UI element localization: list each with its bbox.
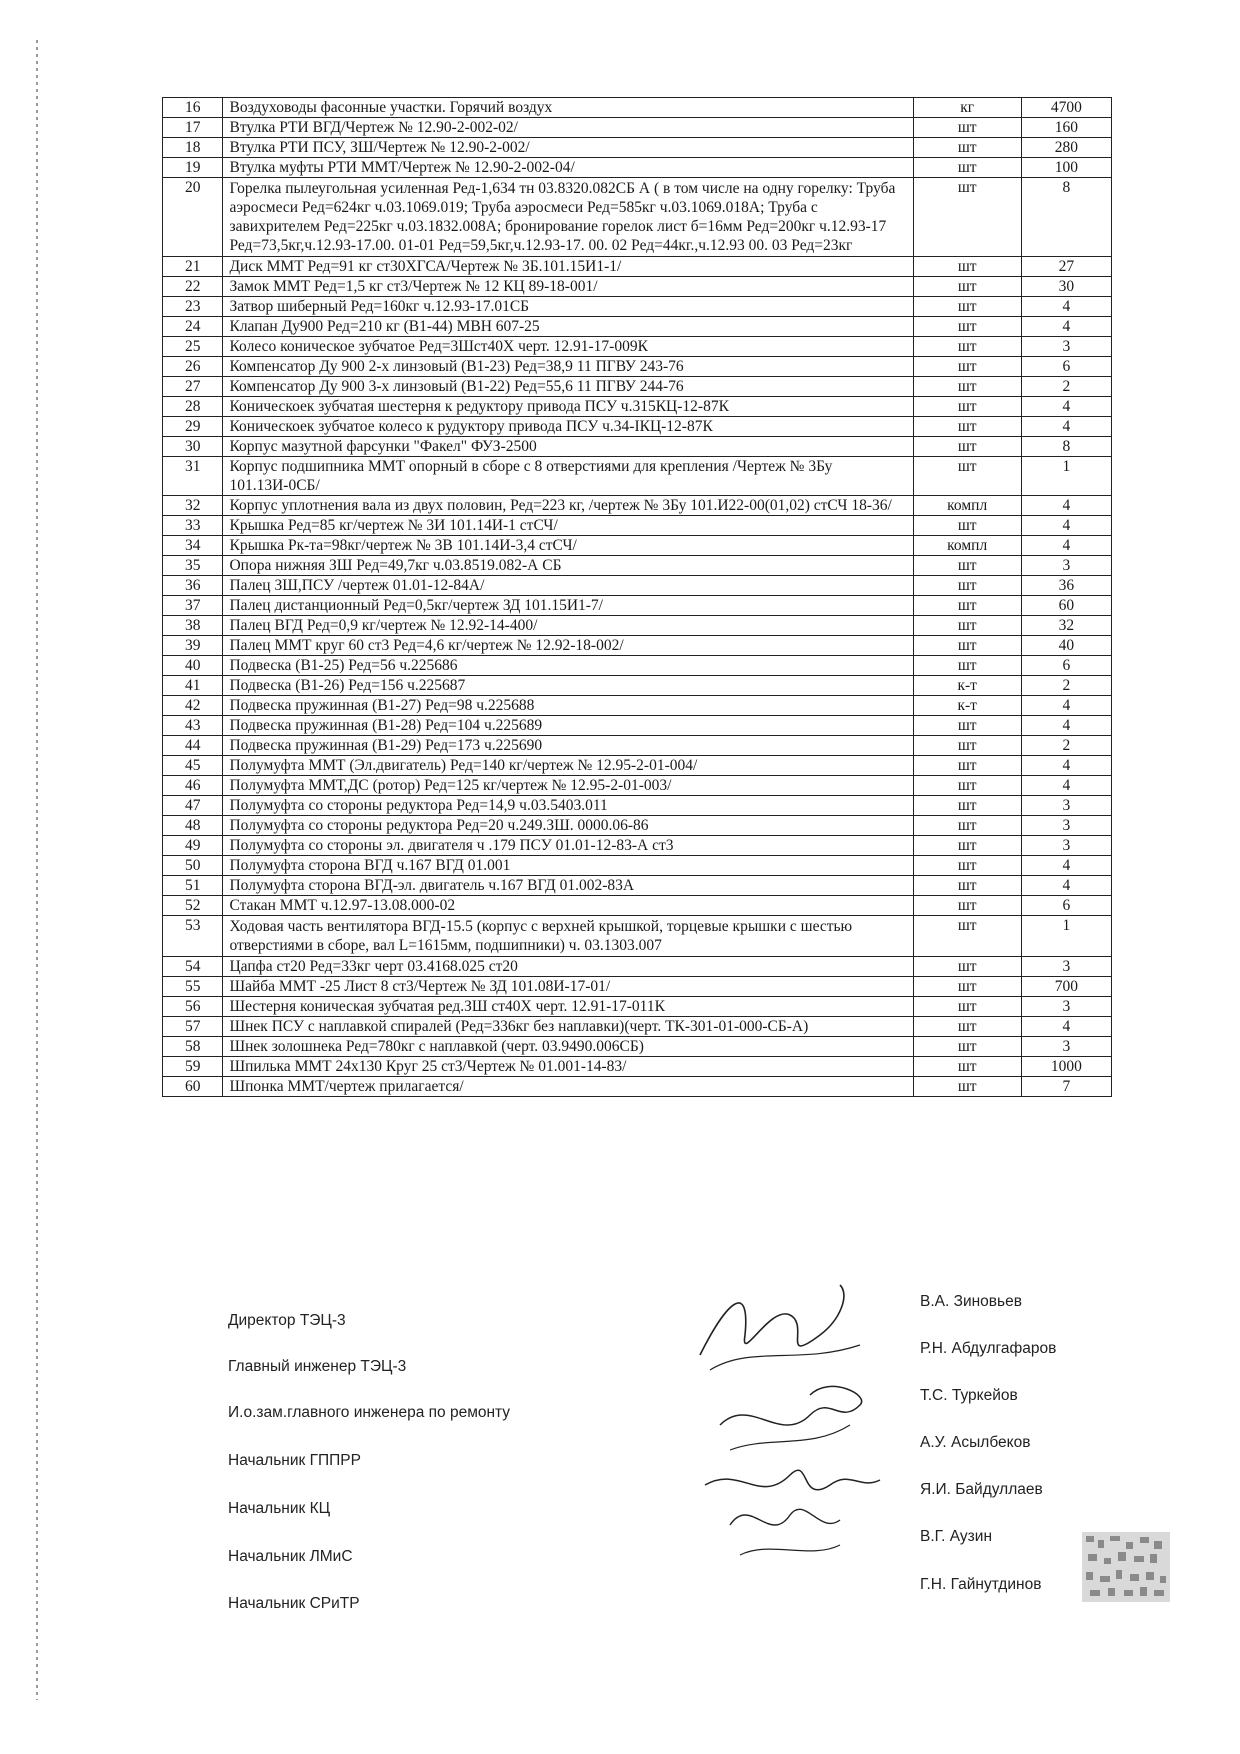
row-number: 38 [163, 616, 223, 636]
item-name: Втулка РТИ ВГД/Чертеж № 12.90-2-002-02/ [223, 118, 913, 138]
signatory-title: Директор ТЭЦ-3 [228, 1312, 346, 1329]
unit-cell: шт [913, 118, 1021, 138]
quantity-cell: 160 [1021, 118, 1111, 138]
item-name: Палец ММТ круг 60 ст3 Ред=4,6 кг/чертеж № 12.92-18-002/ [223, 636, 913, 656]
row-number: 47 [163, 796, 223, 816]
unit-cell: шт [913, 636, 1021, 656]
quantity-cell: 3 [1021, 836, 1111, 856]
table-row [163, 596, 1112, 616]
unit-cell: шт [913, 297, 1021, 317]
item-name: Полумуфта со стороны эл. двигателя ч .179 ПСУ 01.01-12-83-А ст3 [223, 836, 913, 856]
item-name: Подвеска (В1-25) Ред=56 ч.225686 [223, 656, 913, 676]
item-name: Шпонка ММТ/чертеж прилагается/ [223, 1077, 913, 1097]
item-name: Полумуфта сторона ВГД-эл. двигатель ч.167 ВГД 01.002-83А [223, 876, 913, 896]
item-name: Палец дистанционный Ред=0,5кг/чертеж ЗД 101.15И1-7/ [223, 596, 913, 616]
table-row [163, 756, 1112, 776]
binding-holes [36, 40, 38, 1700]
item-name: Цапфа ст20 Ред=33кг черт 03.4168.025 ст20 [223, 957, 913, 977]
row-number: 54 [163, 957, 223, 977]
unit-cell: шт [913, 596, 1021, 616]
handwritten-signatures [690, 1275, 900, 1575]
table-row [163, 576, 1112, 596]
row-number: 37 [163, 596, 223, 616]
item-name: Шестерня коническая зубчатая ред.ЗШ ст40Х черт. 12.91-17-011К [223, 997, 913, 1017]
quantity-cell: 4 [1021, 496, 1111, 516]
row-number: 41 [163, 676, 223, 696]
signatory-title: Начальник СРиТР [228, 1595, 360, 1612]
row-number: 35 [163, 556, 223, 576]
signatory-title: Начальник КЦ [228, 1500, 331, 1517]
table-row [163, 138, 1112, 158]
item-name: Корпус подшипника ММТ опорный в сборе с 8 отверстиями для крепления /Чертеж № 3Бу 101.13И-0СБ/ [223, 457, 913, 496]
signatory-name: Г.Н. Гайнутдинов [920, 1576, 1042, 1593]
row-number: 32 [163, 496, 223, 516]
item-name: Замок ММТ Ред=1,5 кг ст3/Чертеж № 12 КЦ 89-18-001/ [223, 277, 913, 297]
item-name: Шпилька ММТ 24х130 Круг 25 ст3/Чертеж № 01.001-14-83/ [223, 1057, 913, 1077]
unit-cell: шт [913, 856, 1021, 876]
unit-cell: шт [913, 977, 1021, 997]
quantity-cell: 4 [1021, 1017, 1111, 1037]
quantity-cell: 1000 [1021, 1057, 1111, 1077]
quantity-cell: 40 [1021, 636, 1111, 656]
table-row [163, 977, 1112, 997]
row-number: 16 [163, 98, 223, 118]
table-row [163, 796, 1112, 816]
row-number: 51 [163, 876, 223, 896]
signatory-title: Главный инженер ТЭЦ-3 [228, 1358, 407, 1375]
unit-cell: шт [913, 916, 1021, 957]
row-number: 25 [163, 337, 223, 357]
unit-cell: шт [913, 1057, 1021, 1077]
unit-cell: шт [913, 816, 1021, 836]
unit-cell: шт [913, 417, 1021, 437]
row-number: 30 [163, 437, 223, 457]
quantity-cell: 100 [1021, 158, 1111, 178]
item-name: Коническоек зубчатое колесо к рудуктору привода ПСУ ч.34-IКЦ-12-87К [223, 417, 913, 437]
unit-cell: шт [913, 377, 1021, 397]
items-table-body [163, 98, 1112, 1097]
table-row [163, 516, 1112, 536]
stamp-mark [1082, 1532, 1170, 1602]
signatory-name: Я.И. Байдуллаев [920, 1481, 1043, 1498]
row-number: 40 [163, 656, 223, 676]
quantity-cell: 6 [1021, 896, 1111, 916]
unit-cell: шт [913, 138, 1021, 158]
item-name: Клапан Ду900 Ред=210 кг (В1-44) МВН 607-25 [223, 317, 913, 337]
unit-cell: к-т [913, 676, 1021, 696]
table-row [163, 676, 1112, 696]
row-number: 36 [163, 576, 223, 596]
quantity-cell: 3 [1021, 816, 1111, 836]
quantity-cell: 2 [1021, 377, 1111, 397]
item-name: Подвеска пружинная (В1-29) Ред=173 ч.225690 [223, 736, 913, 756]
unit-cell: шт [913, 776, 1021, 796]
row-number: 60 [163, 1077, 223, 1097]
item-name: Горелка пылеугольная усиленная Ред-1,634 тн 03.8320.082СБ А ( в том числе на одну горелку: Труба аэросмеси Ред=624кг ч.03.1069.019; Труба аэросмеси Ред=585кг ч.03.1069.018А; Труба с завихрителем Ред=225кг ч.03.1832.008А; бронирование горелок лист б=16мм Ред=200кг ч.12.93-17 Ред=73,5кг,ч.12.93-17.00. 01-01 Ред=59,5кг,ч.12.93-17. 00. 02 Ред=44кг.,ч.12.93 00. 03 Ред=23кг [223, 178, 913, 257]
row-number: 17 [163, 118, 223, 138]
table-row [163, 876, 1112, 896]
table-row [163, 1017, 1112, 1037]
quantity-cell: 700 [1021, 977, 1111, 997]
item-name: Шнек ПСУ с наплавкой спиралей (Ред=336кг без наплавки)(черт. ТК-301-01-000-СБ-А) [223, 1017, 913, 1037]
unit-cell: шт [913, 656, 1021, 676]
row-number: 45 [163, 756, 223, 776]
table-row [163, 776, 1112, 796]
item-name: Диск ММТ Ред=91 кг ст30ХГСА/Чертеж № 3Б.101.15И1-1/ [223, 257, 913, 277]
item-name: Втулка муфты РТИ ММТ/Чертеж № 12.90-2-002-04/ [223, 158, 913, 178]
signatory-title: Начальник ГППРР [228, 1452, 361, 1469]
unit-cell: шт [913, 716, 1021, 736]
item-name: Коническоек зубчатая шестерня к редуктору привода ПСУ ч.315КЦ-12-87К [223, 397, 913, 417]
item-name: Шайба ММТ -25 Лист 8 ст3/Чертеж № ЗД 101.08И-17-01/ [223, 977, 913, 997]
signatory-name: Т.С. Туркейов [920, 1387, 1018, 1404]
table-row [163, 856, 1112, 876]
row-number: 43 [163, 716, 223, 736]
item-name: Палец ЗШ,ПСУ /чертеж 01.01-12-84А/ [223, 576, 913, 596]
table-row [163, 357, 1112, 377]
table-row [163, 437, 1112, 457]
unit-cell: шт [913, 616, 1021, 636]
table-row [163, 656, 1112, 676]
row-number: 22 [163, 277, 223, 297]
row-number: 31 [163, 457, 223, 496]
item-name: Подвеска (В1-26) Ред=156 ч.225687 [223, 676, 913, 696]
table-row [163, 277, 1112, 297]
quantity-cell: 8 [1021, 178, 1111, 257]
quantity-cell: 3 [1021, 556, 1111, 576]
quantity-cell: 4 [1021, 716, 1111, 736]
table-row [163, 836, 1112, 856]
item-name: Затвор шиберный Ред=160кг ч.12.93-17.01СБ [223, 297, 913, 317]
quantity-cell: 4 [1021, 756, 1111, 776]
unit-cell: шт [913, 796, 1021, 816]
unit-cell: кг [913, 98, 1021, 118]
item-name: Шнек золошнека Ред=780кг с наплавкой (черт. 03.9490.006СБ) [223, 1037, 913, 1057]
table-row [163, 716, 1112, 736]
item-name: Колесо коническое зубчатое Ред=3Шст40Х черт. 12.91-17-009К [223, 337, 913, 357]
item-name: Опора нижняя ЗШ Ред=49,7кг ч.03.8519.082-А СБ [223, 556, 913, 576]
quantity-cell: 4 [1021, 856, 1111, 876]
unit-cell: к-т [913, 696, 1021, 716]
table-row [163, 957, 1112, 977]
unit-cell: шт [913, 317, 1021, 337]
quantity-cell: 27 [1021, 257, 1111, 277]
quantity-cell: 32 [1021, 616, 1111, 636]
item-name: Подвеска пружинная (В1-27) Ред=98 ч.225688 [223, 696, 913, 716]
signatory-title: И.о.зам.главного инженера по ремонту [228, 1404, 511, 1421]
signatory-name: В.Г. Аузин [920, 1528, 992, 1545]
item-name: Полумуфта ММТ (Эл.двигатель) Ред=140 кг/чертеж № 12.95-2-01-004/ [223, 756, 913, 776]
row-number: 55 [163, 977, 223, 997]
quantity-cell: 4 [1021, 317, 1111, 337]
row-number: 23 [163, 297, 223, 317]
unit-cell: шт [913, 1077, 1021, 1097]
signatory-title: Начальник ЛМиС [228, 1548, 353, 1565]
table-row [163, 1037, 1112, 1057]
item-name: Корпус мазутной фарсунки "Факел" ФУЗ-2500 [223, 437, 913, 457]
unit-cell: шт [913, 556, 1021, 576]
table-row [163, 916, 1112, 957]
item-name: Палец ВГД Ред=0,9 кг/чертеж № 12.92-14-400/ [223, 616, 913, 636]
unit-cell: шт [913, 756, 1021, 776]
unit-cell: шт [913, 277, 1021, 297]
table-row [163, 1057, 1112, 1077]
row-number: 53 [163, 916, 223, 957]
table-row [163, 696, 1112, 716]
table-row [163, 896, 1112, 916]
table-row [163, 496, 1112, 516]
row-number: 24 [163, 317, 223, 337]
unit-cell: шт [913, 337, 1021, 357]
unit-cell: шт [913, 158, 1021, 178]
unit-cell: шт [913, 957, 1021, 977]
table-row [163, 118, 1112, 138]
table-row [163, 178, 1112, 257]
quantity-cell: 36 [1021, 576, 1111, 596]
quantity-cell: 3 [1021, 1037, 1111, 1057]
item-name: Полумуфта сторона ВГД ч.167 ВГД 01.001 [223, 856, 913, 876]
unit-cell: шт [913, 997, 1021, 1017]
unit-cell: шт [913, 397, 1021, 417]
row-number: 29 [163, 417, 223, 437]
row-number: 48 [163, 816, 223, 836]
unit-cell: шт [913, 178, 1021, 257]
table-row [163, 536, 1112, 556]
table-row [163, 417, 1112, 437]
row-number: 52 [163, 896, 223, 916]
row-number: 50 [163, 856, 223, 876]
quantity-cell: 4 [1021, 696, 1111, 716]
row-number: 33 [163, 516, 223, 536]
quantity-cell: 4700 [1021, 98, 1111, 118]
unit-cell: шт [913, 736, 1021, 756]
quantity-cell: 3 [1021, 337, 1111, 357]
table-row [163, 377, 1112, 397]
table-row [163, 457, 1112, 496]
quantity-cell: 280 [1021, 138, 1111, 158]
quantity-cell: 6 [1021, 357, 1111, 377]
quantity-cell: 4 [1021, 536, 1111, 556]
table-row [163, 997, 1112, 1017]
quantity-cell: 4 [1021, 397, 1111, 417]
unit-cell: шт [913, 876, 1021, 896]
row-number: 49 [163, 836, 223, 856]
item-name: Компенсатор Ду 900 2-х линзовый (В1-23) Ред=38,9 11 ПГВУ 243-76 [223, 357, 913, 377]
quantity-cell: 3 [1021, 997, 1111, 1017]
item-name: Крышка Ред=85 кг/чертеж № 3И 101.14И-1 стСЧ/ [223, 516, 913, 536]
table-row [163, 616, 1112, 636]
signatory-name: В.А. Зиновьев [920, 1293, 1022, 1310]
row-number: 42 [163, 696, 223, 716]
unit-cell: компл [913, 536, 1021, 556]
row-number: 58 [163, 1037, 223, 1057]
quantity-cell: 60 [1021, 596, 1111, 616]
quantity-cell: 3 [1021, 796, 1111, 816]
row-number: 27 [163, 377, 223, 397]
item-name: Полумуфта ММТ,ДС (ротор) Ред=125 кг/чертеж № 12.95-2-01-003/ [223, 776, 913, 796]
signatory-name: А.У. Асылбеков [920, 1434, 1031, 1451]
quantity-cell: 3 [1021, 957, 1111, 977]
quantity-cell: 6 [1021, 656, 1111, 676]
row-number: 34 [163, 536, 223, 556]
table-row [163, 1077, 1112, 1097]
row-number: 26 [163, 357, 223, 377]
table-row [163, 158, 1112, 178]
quantity-cell: 4 [1021, 776, 1111, 796]
quantity-cell: 2 [1021, 736, 1111, 756]
table-row [163, 397, 1112, 417]
row-number: 21 [163, 257, 223, 277]
quantity-cell: 4 [1021, 297, 1111, 317]
row-number: 39 [163, 636, 223, 656]
table-row [163, 636, 1112, 656]
row-number: 20 [163, 178, 223, 257]
quantity-cell: 4 [1021, 417, 1111, 437]
signatory-name: Р.Н. Абдулгафаров [920, 1340, 1057, 1357]
unit-cell: шт [913, 1017, 1021, 1037]
item-name: Компенсатор Ду 900 3-х линзовый (В1-22) Ред=55,6 11 ПГВУ 244-76 [223, 377, 913, 397]
item-name: Полумуфта со стороны редуктора Ред=14,9 ч.03.5403.011 [223, 796, 913, 816]
quantity-cell: 4 [1021, 876, 1111, 896]
table-row [163, 736, 1112, 756]
item-name: Втулка РТИ ПСУ, ЗШ/Чертеж № 12.90-2-002/ [223, 138, 913, 158]
item-name: Корпус уплотнения вала из двух половин, Ред=223 кг, /чертеж № 3Бу 101.И22-00(01,02) стСЧ 18-36/ [223, 496, 913, 516]
item-name: Ходовая часть вентилятора ВГД-15.5 (корпус с верхней крышкой, торцевые крышки с шестью отверстиями в сборе, вал L=1615мм, подшипники) ч. 03.1303.007 [223, 916, 913, 957]
row-number: 46 [163, 776, 223, 796]
item-name: Стакан ММТ ч.12.97-13.08.000-02 [223, 896, 913, 916]
unit-cell: шт [913, 896, 1021, 916]
unit-cell: шт [913, 516, 1021, 536]
item-name: Воздуховоды фасонные участки. Горячий воздух [223, 98, 913, 118]
table-row [163, 257, 1112, 277]
row-number: 59 [163, 1057, 223, 1077]
item-name: Полумуфта со стороны редуктора Ред=20 ч.249.ЗШ. 0000.06-86 [223, 816, 913, 836]
quantity-cell: 1 [1021, 457, 1111, 496]
row-number: 28 [163, 397, 223, 417]
unit-cell: шт [913, 457, 1021, 496]
item-name: Крышка Рк-та=98кг/чертеж № 3В 101.14И-3,4 стСЧ/ [223, 536, 913, 556]
quantity-cell: 30 [1021, 277, 1111, 297]
unit-cell: шт [913, 1037, 1021, 1057]
table-row [163, 816, 1112, 836]
item-name: Подвеска пружинная (В1-28) Ред=104 ч.225689 [223, 716, 913, 736]
row-number: 19 [163, 158, 223, 178]
table-row [163, 98, 1112, 118]
row-number: 56 [163, 997, 223, 1017]
table-row [163, 317, 1112, 337]
unit-cell: шт [913, 357, 1021, 377]
row-number: 57 [163, 1017, 223, 1037]
row-number: 44 [163, 736, 223, 756]
quantity-cell: 7 [1021, 1077, 1111, 1097]
quantity-cell: 4 [1021, 516, 1111, 536]
unit-cell: шт [913, 836, 1021, 856]
quantity-cell: 1 [1021, 916, 1111, 957]
unit-cell: шт [913, 576, 1021, 596]
unit-cell: компл [913, 496, 1021, 516]
unit-cell: шт [913, 257, 1021, 277]
quantity-cell: 2 [1021, 676, 1111, 696]
quantity-cell: 8 [1021, 437, 1111, 457]
table-row [163, 556, 1112, 576]
items-table [162, 97, 1112, 1097]
row-number: 18 [163, 138, 223, 158]
table-row [163, 297, 1112, 317]
unit-cell: шт [913, 437, 1021, 457]
table-row [163, 337, 1112, 357]
